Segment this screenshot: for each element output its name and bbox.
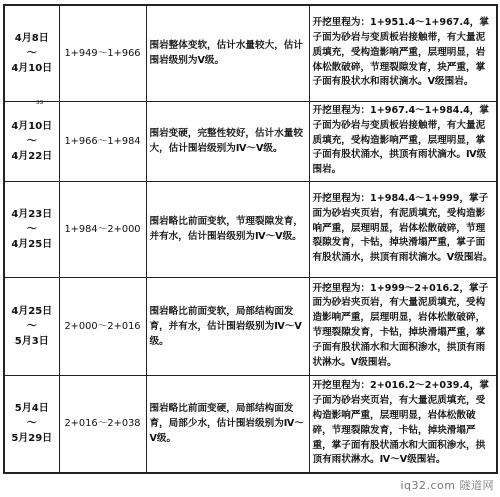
prediction-cell: 围岩略比前面变软，节理裂隙发育，并有水，估计围岩级别为Ⅳ～Ⅴ级。 <box>146 181 309 277</box>
chainage-cell: 2+000～2+016 <box>59 277 146 375</box>
date-to: 5月29日 <box>11 433 53 445</box>
excavation-observation-cell: 开挖里程为：1+984.4～1+999，掌子面为砂岩夹页岩，有泥质填充，受构造影响严重，层理明显，岩体松散破碎，节理裂隙发育，卡钻，掉块滑塌严重，掌子面有股状涌水，拱顶有雨状滴水。Ⅴ级围岩。 <box>309 181 497 277</box>
forecast-comparison-table <box>3 4 498 474</box>
date-range-cell <box>4 375 59 473</box>
prediction-cell: 围岩略比前面变软，局部结构面发育，并有水，估计围岩级别为Ⅳ～Ⅴ级。 <box>146 277 309 375</box>
date-separator: ～ <box>26 223 37 235</box>
stray-mark: ss <box>36 98 44 106</box>
date-from: 4月23日 <box>11 208 53 220</box>
date-range-cell <box>4 181 59 277</box>
table-row <box>4 277 497 375</box>
prediction-cell: 围岩变硬，完整性较好，估计水量较大，估计围岩级别为Ⅳ～Ⅴ级。 <box>146 101 309 181</box>
date-range-cell <box>4 277 59 375</box>
date-separator: ～ <box>26 418 37 430</box>
prediction-cell: 围岩略比前面变硬，局部结构面发育，局部少水，估计围岩级别为Ⅳ～Ⅴ级。 <box>146 375 309 473</box>
excavation-observation-cell: 开挖里程为：2+016.2～2+039.4，掌子面为砂岩夹页岩，有大量泥质填充，受构造影响严重，层理明显，岩体松散破碎，节理裂隙发育，卡钻，掉块滑塌严重，掌子面有股状涌水和大面积渗水，拱顶有雨状淋水。Ⅳ～Ⅴ级围岩。 <box>309 375 497 473</box>
date-to: 4月25日 <box>11 238 53 250</box>
date-to: 4月22日 <box>11 150 53 162</box>
prediction-cell: 围岩整体变软，估计水量较大，估计围岩级别为Ⅴ级。 <box>146 5 309 101</box>
date-to: 5月3日 <box>14 335 49 347</box>
date-separator: ～ <box>26 135 37 147</box>
chainage-cell: 2+016～2+038 <box>59 375 146 473</box>
date-from: 4月10日 <box>11 120 53 132</box>
chainage-cell: 1+966～1+984 <box>59 101 146 181</box>
excavation-observation-cell: 开挖里程为：1+999～2+016.2，掌子面为砂岩夹页岩，有大量泥质填充，受构造影响严重，层理明显，岩体松散破碎，节理裂隙发育，卡钻，掉块滑塌严重，掌子面有股状涌水和大面积渗水，拱顶有雨状淋水。Ⅴ级围岩。 <box>309 277 497 375</box>
date-range-cell <box>4 101 59 181</box>
chainage-cell: 1+949～1+966 <box>59 5 146 101</box>
table-row <box>4 375 497 473</box>
table-row <box>4 101 497 181</box>
date-separator: ～ <box>26 47 37 59</box>
date-separator: ～ <box>26 320 37 332</box>
site-watermark: iq32.com 隧道网 <box>400 479 494 492</box>
date-from: 4月25日 <box>11 305 53 317</box>
date-range-cell <box>4 5 59 101</box>
excavation-observation-cell: 开挖里程为：1+951.4～1+967.4，掌子面为砂岩与变质板岩接触带，有大量泥质填充，受构造影响严重，层理明显，岩体松散破碎，节理裂隙发育，块严重，掌子面有股状水和雨状滴水。Ⅴ级围岩。 <box>309 5 497 101</box>
chainage-cell: 1+984～2+000 <box>59 181 146 277</box>
table-row <box>4 5 497 101</box>
date-from: 5月4日 <box>14 403 49 415</box>
date-to: 4月10日 <box>11 62 53 74</box>
table-row <box>4 181 497 277</box>
excavation-observation-cell: 开挖里程为：1+967.4～1+984.4，掌子面为砂岩与变质板岩接触带，有大量泥质填充，受构造影响严重，层理明显，掌子面有股状涌水，拱顶有雨状滴水。Ⅳ级围岩。 <box>309 101 497 181</box>
date-from: 4月8日 <box>14 32 49 44</box>
